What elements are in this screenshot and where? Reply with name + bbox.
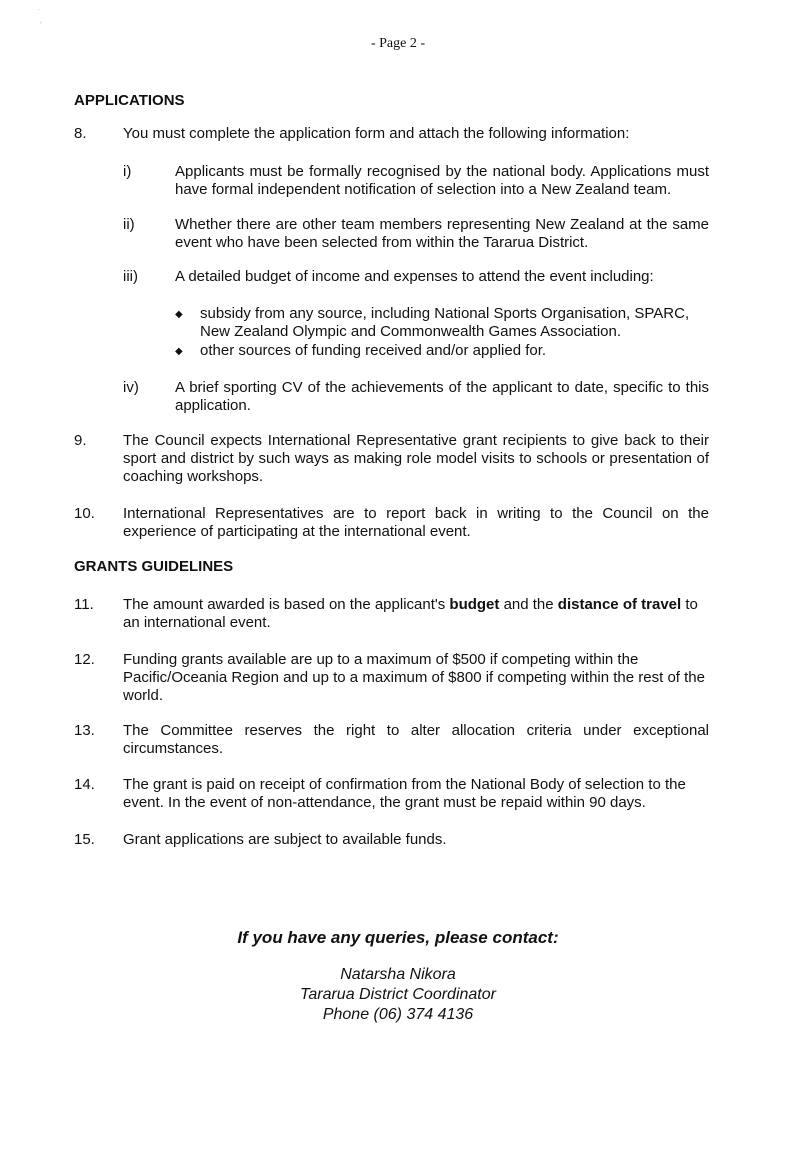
item-15-text: Grant applications are subject to available funds. [123,831,447,848]
scan-speck: ' [40,20,42,30]
contact-role: Tararua District Coordinator [300,986,496,1003]
grants-guidelines-heading: GRANTS GUIDELINES [74,558,234,575]
item-11-text-middle: and the [499,596,558,613]
item-11-text-end: to an international event. [123,596,698,631]
item-8-iii-text: A detailed budget of income and expenses to attend the event including: [175,268,654,285]
budget-bullet-item: other sources of funding received and/or applied for. [200,342,547,359]
item-8-iv-text: A brief sporting CV of the achievements of the applicant to date, specific to this application. [175,379,709,414]
item-8-ii-text: Whether there are other team members representing New Zealand at the same event who have been selected from within the Tararua District. [175,216,709,251]
item-12-text: Funding grants available are up to a maximum of $500 if competing within the Pacific/Oceania Region and up to a maximum of $800 if competing within the rest of the world. [123,651,705,704]
diamond-bullet-icon: ◆ [175,346,183,357]
item-8-iv-number: iv) [123,379,139,396]
item-11-text [123,596,709,632]
item-14-text: The grant is paid on receipt of confirmation from the National Body of selection to the event. In the event of non-attendance, the grant must be repaid within 90 days. [123,776,686,811]
item-11-number: 11. [74,596,94,613]
item-15-number: 15. [74,831,95,848]
item-12-number: 12. [74,651,95,668]
contact-name: Natarsha Nikora [340,966,456,983]
item-13-text: The Committee reserves the right to alter allocation criteria under exceptional circumstances. [123,722,709,757]
item-9-number: 9. [74,432,87,449]
item-8-i-text: Applicants must be formally recognised by the national body. Applications must have formal independent notification of selection into a New Zealand team. [175,163,709,198]
contact-heading: If you have any queries, please contact: [237,928,559,947]
budget-emphasis: budget [449,596,500,613]
item-8-iii-number: iii) [123,268,138,285]
item-8-i-number: i) [123,163,132,180]
item-8-ii-number: ii) [123,216,135,233]
item-9-text: The Council expects International Representative grant recipients to give back to their sport and district by such ways as making role model visits to schools or presentation of coaching workshops. [123,432,709,485]
scan-speck: ˙ [38,8,41,18]
contact-phone: Phone (06) 374 4136 [322,1006,474,1023]
item-10-number: 10. [74,505,95,522]
page-number: - Page 2 - [370,36,426,51]
applications-heading: APPLICATIONS [74,92,185,109]
item-11-text-start: The amount awarded is based on the applicant's [123,596,450,613]
budget-bullet-item: subsidy from any source, including National Sports Organisation, SPARC, New Zealand Olympic and Commonwealth Games Association. [200,305,690,340]
distance-of-travel-emphasis: distance of travel [557,596,682,613]
item-8-text: You must complete the application form and attach the following information: [123,125,630,142]
item-10-text: International Representatives are to report back in writing to the Council on the experience of participating at the international event. [123,505,709,540]
item-13-number: 13. [74,722,95,739]
item-14-number: 14. [74,776,95,793]
diamond-bullet-icon: ◆ [175,309,183,320]
item-8-number: 8. [74,125,87,142]
